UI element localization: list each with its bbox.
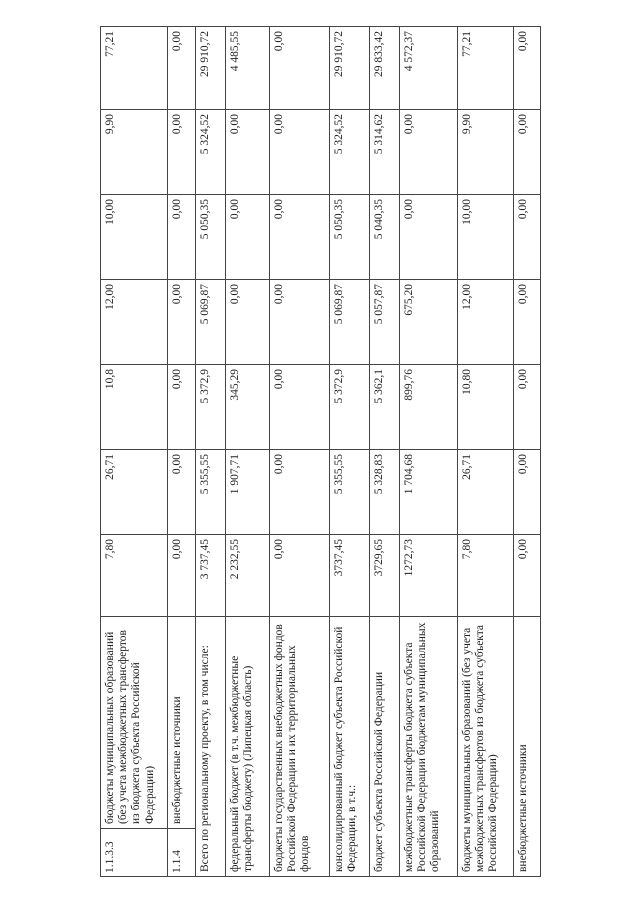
cell-value: 29 833,42 xyxy=(370,27,400,110)
cell-value: 0,00 xyxy=(514,450,541,535)
cell-value: 899,76 xyxy=(400,365,458,450)
row-label: внебюджетные источники xyxy=(514,617,541,877)
cell-value: 9,90 xyxy=(101,110,168,195)
cell-value: 5 057,87 xyxy=(370,280,400,365)
cell-value: 9,90 xyxy=(458,110,514,195)
cell-value: 0,00 xyxy=(270,195,330,280)
cell-value: 0,00 xyxy=(226,195,270,280)
cell-value: 10,8 xyxy=(101,365,168,450)
cell-value: 0,00 xyxy=(514,365,541,450)
cell-value: 0,00 xyxy=(270,535,330,617)
cell-value: 1 704,68 xyxy=(400,450,458,535)
cell-value: 675,20 xyxy=(400,280,458,365)
cell-value: 3729,65 xyxy=(370,535,400,617)
cell-value: 0,00 xyxy=(514,110,541,195)
rotated-page xyxy=(100,27,540,877)
cell-value: 1272,73 xyxy=(400,535,458,617)
cell-value: 0,00 xyxy=(168,110,196,195)
cell-value: 26,71 xyxy=(458,450,514,535)
cell-value: 0,00 xyxy=(270,110,330,195)
cell-value: 3737,45 xyxy=(330,535,370,617)
cell-value: 0,00 xyxy=(168,280,196,365)
cell-value: 10,00 xyxy=(458,195,514,280)
cell-value: 5 314,62 xyxy=(370,110,400,195)
cell-value: 29 910,72 xyxy=(330,27,370,110)
cell-value: 5 372,9 xyxy=(330,365,370,450)
cell-value: 0,00 xyxy=(400,110,458,195)
cell-value: 0,00 xyxy=(168,195,196,280)
cell-value: 5 362,1 xyxy=(370,365,400,450)
row-label: межбюджетные трансферты бюджета субъекта Российской Федерации бюджетам муниципальных образований xyxy=(400,617,458,877)
table-row xyxy=(458,27,514,877)
table-row xyxy=(101,27,168,877)
cell-value: 0,00 xyxy=(226,110,270,195)
cell-value: 4 485,55 xyxy=(226,27,270,110)
cell-value: 10,80 xyxy=(458,365,514,450)
cell-value: 7,80 xyxy=(101,535,168,617)
row-label: внебюджетные источники xyxy=(168,617,196,829)
table-row xyxy=(514,27,541,877)
cell-value: 345,29 xyxy=(226,365,270,450)
table-row xyxy=(270,27,330,877)
cell-value: 5 372,9 xyxy=(196,365,226,450)
cell-value: 5 355,55 xyxy=(196,450,226,535)
table-row xyxy=(330,27,370,877)
table-body xyxy=(101,27,541,877)
cell-value: 0,00 xyxy=(270,27,330,110)
row-label: бюджеты государственных внебюджетных фондов Российской Федерации и их территориальных фондов xyxy=(270,617,330,877)
table-row xyxy=(226,27,270,877)
table-row xyxy=(400,27,458,877)
cell-value: 5 355,55 xyxy=(330,450,370,535)
cell-value: 29 910,72 xyxy=(196,27,226,110)
cell-value: 0,00 xyxy=(514,535,541,617)
row-label: бюджет субъекта Российской Федерации xyxy=(370,617,400,877)
cell-value: 0,00 xyxy=(168,535,196,617)
row-code: 1.1.3.3 xyxy=(101,829,168,877)
cell-value: 0,00 xyxy=(226,280,270,365)
cell-value: 12,00 xyxy=(101,280,168,365)
table-row xyxy=(370,27,400,877)
table-row xyxy=(196,27,226,877)
row-label: федеральный бюджет (в т.ч. межбюджетные трансферты бюджету) (Липецкая область) xyxy=(226,617,270,877)
cell-value: 5 324,52 xyxy=(330,110,370,195)
cell-value: 5 069,87 xyxy=(330,280,370,365)
row-code: 1.1.4 xyxy=(168,829,196,877)
cell-value: 0,00 xyxy=(168,365,196,450)
cell-value: 0,00 xyxy=(514,280,541,365)
cell-value: 77,21 xyxy=(458,27,514,110)
cell-value: 0,00 xyxy=(168,450,196,535)
row-label: бюджеты муниципальных образований (без учета межбюджетных трансфертов из бюджета субъекта Российской Федерации) xyxy=(101,617,168,829)
cell-value: 5 050,35 xyxy=(196,195,226,280)
cell-value: 26,71 xyxy=(101,450,168,535)
cell-value: 5 050,35 xyxy=(330,195,370,280)
cell-value: 77,21 xyxy=(101,27,168,110)
cell-value: 5 328,83 xyxy=(370,450,400,535)
cell-value: 0,00 xyxy=(270,280,330,365)
cell-value: 0,00 xyxy=(168,27,196,110)
cell-value: 0,00 xyxy=(270,450,330,535)
cell-value: 12,00 xyxy=(458,280,514,365)
cell-value: 5 040,35 xyxy=(370,195,400,280)
cell-value: 0,00 xyxy=(400,195,458,280)
cell-value: 0,00 xyxy=(514,27,541,110)
cell-value: 0,00 xyxy=(514,195,541,280)
cell-value: 5 069,87 xyxy=(196,280,226,365)
cell-value: 0,00 xyxy=(270,365,330,450)
row-label: бюджеты муниципальных образований (без учета межбюджетных трансфертов из бюджета субъекта Российской Федерации) xyxy=(458,617,514,877)
cell-value: 10,00 xyxy=(101,195,168,280)
row-label: консолидированный бюджет субъекта Российской Федерации, в т.ч.: xyxy=(330,617,370,877)
cell-value: 5 324,52 xyxy=(196,110,226,195)
cell-value: 2 232,55 xyxy=(226,535,270,617)
cell-value: 1 907,71 xyxy=(226,450,270,535)
cell-value: 7,80 xyxy=(458,535,514,617)
cell-value: 4 572,37 xyxy=(400,27,458,110)
budget-table xyxy=(100,26,541,877)
table-row xyxy=(168,27,196,877)
row-label: Всего по региональному проекту, в том числе: xyxy=(196,617,226,877)
cell-value: 3 737,45 xyxy=(196,535,226,617)
